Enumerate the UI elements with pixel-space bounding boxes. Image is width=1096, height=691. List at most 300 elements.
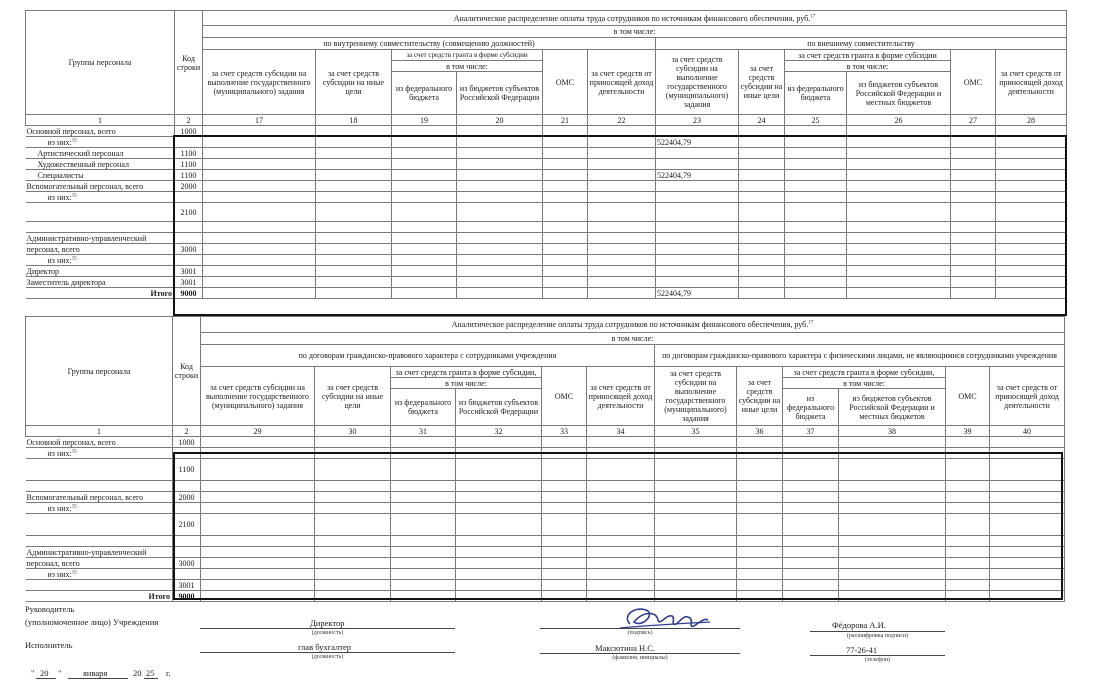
value-cell [847,203,951,222]
column-number: 1 [26,426,173,437]
column-number: 2 [173,426,201,437]
value-cell [392,233,457,244]
value-cell [783,448,839,459]
value-cell [315,437,391,448]
row-code [173,448,201,459]
value-cell [201,569,315,580]
value-cell [203,159,316,170]
value-cell [587,503,655,514]
table-row [26,277,1067,288]
value-cell [951,222,996,233]
head-position: Директор [310,618,345,628]
value-cell [203,192,316,203]
top-incl: в том числе: [203,26,1067,38]
value-cell [391,448,456,459]
value-cell [587,437,655,448]
row-code: 3001 [175,266,203,277]
row-label: персонал, всего [26,244,175,255]
row-label [26,514,173,536]
code-header: Код строки [175,11,203,115]
value-cell [315,558,391,569]
row-code: 2100 [175,203,203,222]
value-cell [951,192,996,203]
value-cell [739,181,785,192]
value-cell [588,222,656,233]
row-code [173,503,201,514]
value-cell [946,437,990,448]
date-day-line [36,678,56,679]
exec-label: Исполнитель [25,640,73,650]
value-cell [996,203,1067,222]
income-header: за счет средств от приносящей доход деятельности [588,50,656,115]
value-cell [392,203,457,222]
row-code: 2100 [173,514,201,536]
value-cell [946,503,990,514]
column-number: 32 [456,426,542,437]
value-cell [315,514,391,536]
row-label: Вспомогательный персонал, всего [26,181,175,192]
table-row [26,448,1065,459]
value-cell [201,459,315,481]
value-cell [457,192,543,203]
value-cell [543,159,588,170]
value-cell [316,266,392,277]
total-label: Итого [26,591,173,602]
value-cell [737,437,783,448]
value-cell [456,492,542,503]
value-cell [783,591,839,602]
value-cell [456,536,542,547]
value-cell [990,591,1065,602]
value-cell [655,492,737,503]
head-name: Фёдорова А.И. [832,620,886,630]
value-cell [839,503,946,514]
value-cell [391,514,456,536]
value-cell [456,558,542,569]
row-code: 1100 [175,159,203,170]
value-cell [990,569,1065,580]
value-cell [839,569,946,580]
bottom-title: Аналитическое распределение оплаты труда сотрудников по источникам финансового обеспечения, руб.$^{17}$ [201,317,1065,333]
head-signature-caption: (подпись) [627,630,653,636]
row-code: 2000 [173,492,201,503]
row-label: персонал, всего [26,558,173,569]
value-cell [201,591,315,602]
column-number: 18 [316,115,392,126]
value-cell [392,192,457,203]
value-cell [785,203,847,222]
value-cell [839,558,946,569]
value-cell [456,503,542,514]
exec-name-caption: (фамилия, инициалы) [612,655,668,661]
value-cell [996,266,1067,277]
b-grant-incl: в том числе: [391,378,542,389]
groups-header: Группы персонала [26,11,175,115]
value-cell [656,159,739,170]
value-cell [656,203,739,222]
row-label: Основной персонал, всего [26,437,173,448]
groups-header-2: Группы персонала [26,317,173,426]
value-cell [656,233,739,244]
table-row [26,255,1067,266]
value-cell [315,536,391,547]
value-cell [392,255,457,266]
value-cell [996,192,1067,203]
value-cell [201,580,315,591]
column-number: 17 [203,115,316,126]
value-cell [996,277,1067,288]
row-label: из них:$^{15}$ [26,192,175,203]
value-cell [785,148,847,159]
value-cell [783,503,839,514]
column-number: 21 [543,115,588,126]
column-number: 39 [946,426,990,437]
value-cell [951,244,996,255]
table-row [26,591,1065,602]
value-cell [587,481,655,492]
exec-name-line [540,653,740,654]
b-subsidy-other-header: за счет средств субсидии на иные цели [315,367,391,426]
b-federal-header: из федерального бюджета [391,389,456,426]
value-cell [316,203,392,222]
table-row [26,492,1065,503]
value-cell [739,222,785,233]
row-label [26,459,173,481]
value-cell [783,558,839,569]
value-cell [783,492,839,503]
value-cell [785,255,847,266]
value-cell [996,181,1067,192]
value-cell [990,503,1065,514]
value-cell [739,137,785,148]
value-cell [739,159,785,170]
value-cell [457,203,543,222]
date-suffix: г. [166,668,171,678]
value-cell [996,159,1067,170]
value-cell [990,481,1065,492]
table-row [26,170,1067,181]
value-cell [201,448,315,459]
value-cell [456,514,542,536]
value-cell [785,181,847,192]
value-cell [737,481,783,492]
value-cell [951,277,996,288]
value-cell [655,448,737,459]
value-cell [785,126,847,137]
oms-header: ОМС [543,50,588,115]
value-cell [588,126,656,137]
column-number: 2 [175,115,203,126]
value-cell [392,137,457,148]
exec-position-caption: (должность) [311,654,344,660]
value-cell [946,547,990,558]
bottom-incl: в том числе: [201,333,1065,345]
value-cell [990,437,1065,448]
row-code [175,137,203,148]
head-name-line [810,631,945,632]
value-cell [201,481,315,492]
value-cell [946,591,990,602]
exec-position: глав бухгалтер [298,642,352,652]
row-code: 1000 [173,437,201,448]
value-cell [203,277,316,288]
b-ext-subsidy-other-header: за счет средств субсидии на иные цели [737,367,783,426]
table-row [26,137,1067,148]
value-cell [201,514,315,536]
value-cell [847,277,951,288]
head-name-caption: (расшифровка подписи) [846,633,909,639]
value-cell [203,244,316,255]
ext-grant-header: за счет средств гранта в форме субсидии [785,50,951,61]
value-cell [785,170,847,181]
value-cell [990,448,1065,459]
value-cell [588,266,656,277]
value-cell [588,181,656,192]
value-cell [587,591,655,602]
value-cell [456,437,542,448]
value-cell [203,137,316,148]
gph-staff-header: по договорам гражданско-правового характера с сотрудниками учреждения [201,345,655,367]
value-cell [203,181,316,192]
value-cell [316,148,392,159]
row-code: 1100 [175,170,203,181]
table-row [26,536,1065,547]
value-cell [655,459,737,481]
table-row [26,203,1067,222]
value-cell [201,492,315,503]
value-cell [839,591,946,602]
value-cell [737,558,783,569]
grant-header: за счет средств гранта в форме субсидии [392,50,543,61]
value-cell [655,503,737,514]
value-cell [739,266,785,277]
value-cell [203,255,316,266]
value-cell [951,233,996,244]
value-cell [392,170,457,181]
value-cell [542,459,587,481]
value-cell [996,137,1067,148]
value-cell [457,244,543,255]
table-row [26,437,1065,448]
row-code [173,547,201,558]
value-cell [203,222,316,233]
row-label: Вспомогательный персонал, всего [26,492,173,503]
value-cell [946,558,990,569]
value-cell [391,580,456,591]
column-number: 27 [951,115,996,126]
table-row [26,266,1067,277]
value-cell [456,459,542,481]
value-cell [783,547,839,558]
value-cell [316,159,392,170]
table-row [26,148,1067,159]
value-cell [203,203,316,222]
value-cell [996,255,1067,266]
value-cell [839,459,946,481]
b-ext-grant-incl: в том числе: [783,378,946,389]
value-cell [456,591,542,602]
value-cell [785,137,847,148]
value-cell [847,126,951,137]
column-number: 20 [457,115,543,126]
row-code: 1100 [173,459,201,481]
row-code [173,569,201,580]
row-label: из них:$^{15}$ [26,569,173,580]
value-cell [456,569,542,580]
bottom-table [25,316,1065,602]
ext-federal-header: из федерального бюджета [785,72,847,115]
ext-income-header: за счет средств от приносящей доход деятельности [996,50,1067,115]
row-code: 2000 [175,181,203,192]
b-ext-income-header: за счет средств от приносящей доход деятельности [990,367,1065,426]
value-cell [203,288,316,299]
value-cell [543,126,588,137]
value-cell [951,203,996,222]
value-cell [457,126,543,137]
value-cell [588,233,656,244]
value-cell [201,503,315,514]
value-cell [316,192,392,203]
value-cell [542,514,587,536]
column-number: 24 [739,115,785,126]
value-cell [655,437,737,448]
row-code [175,192,203,203]
date-year: 25 [146,668,155,678]
value-cell [951,181,996,192]
value-cell [315,481,391,492]
value-cell [739,192,785,203]
value-cell [847,244,951,255]
value-cell [316,137,392,148]
value-cell [655,547,737,558]
value-cell [588,277,656,288]
value-cell [739,148,785,159]
value-cell [847,137,951,148]
value-cell [391,536,456,547]
value-cell [847,181,951,192]
head-label-2: (уполномоченное лицо) Учреждения [25,617,159,627]
internal-header: по внутреннему совместительству (совмещению должностей) [203,38,656,50]
value-cell [392,222,457,233]
row-code [173,536,201,547]
value-cell [543,137,588,148]
value-cell [201,536,315,547]
row-label: из них:$^{15}$ [26,448,173,459]
value-cell [588,159,656,170]
row-label: Заместитель директора [26,277,175,288]
value-cell [543,192,588,203]
value-cell [839,547,946,558]
head-label: Руководитель [25,604,75,614]
value-cell [203,170,316,181]
value-cell: 522404,79 [656,137,739,148]
value-cell [456,448,542,459]
value-cell [990,459,1065,481]
row-label: из них:$^{15}$ [26,137,175,148]
table-row [26,181,1067,192]
value-cell [847,266,951,277]
column-number: 36 [737,426,783,437]
value-cell [656,266,739,277]
column-number: 33 [542,426,587,437]
value-cell [203,148,316,159]
value-cell [587,558,655,569]
value-cell [201,547,315,558]
value-cell [739,170,785,181]
value-cell [656,255,739,266]
value-cell [392,277,457,288]
value-cell [990,547,1065,558]
row-label: Артистический персонал [26,148,175,159]
value-cell [946,448,990,459]
value-cell [587,547,655,558]
value-cell [203,266,316,277]
date-year-line [144,678,158,679]
value-cell [655,591,737,602]
b-grant-header: за счет средств гранта в форме субсидии, [391,367,542,378]
row-label [26,536,173,547]
row-code: 3001 [175,277,203,288]
value-cell [588,192,656,203]
b-regional-header: из бюджетов субъектов Российской Федерации [456,389,542,426]
value-cell [990,514,1065,536]
value-cell [656,148,739,159]
value-cell [542,558,587,569]
value-cell [587,514,655,536]
value-cell [737,591,783,602]
value-cell [391,558,456,569]
value-cell [316,277,392,288]
value-cell [542,580,587,591]
value-cell [847,148,951,159]
value-cell [315,503,391,514]
table-row [26,192,1067,203]
value-cell [542,536,587,547]
value-cell [316,288,392,299]
row-label: Художественный персонал [26,159,175,170]
row-label: Основной персонал, всего [26,126,175,137]
value-cell [996,233,1067,244]
value-cell [391,547,456,558]
total-label: Итого [26,288,175,299]
value-cell [315,492,391,503]
value-cell [783,514,839,536]
value-cell [315,580,391,591]
value-cell [951,126,996,137]
table-row [26,514,1065,536]
head-position-caption: (должность) [311,630,344,636]
value-cell [543,181,588,192]
value-cell [739,126,785,137]
table-row [26,159,1067,170]
value-cell [990,536,1065,547]
value-cell [951,148,996,159]
value-cell: 522404,79 [656,288,739,299]
value-cell [542,437,587,448]
table-row [26,569,1065,580]
value-cell [847,222,951,233]
value-cell [951,266,996,277]
column-number: 1 [26,115,175,126]
value-cell [543,277,588,288]
value-cell [391,481,456,492]
value-cell [946,536,990,547]
value-cell [785,288,847,299]
value-cell [457,233,543,244]
value-cell [656,192,739,203]
subsidy-task-header: за счет средств субсидии на выполнение государственного (муниципального) задания [203,50,316,115]
date-month-line [68,678,128,679]
